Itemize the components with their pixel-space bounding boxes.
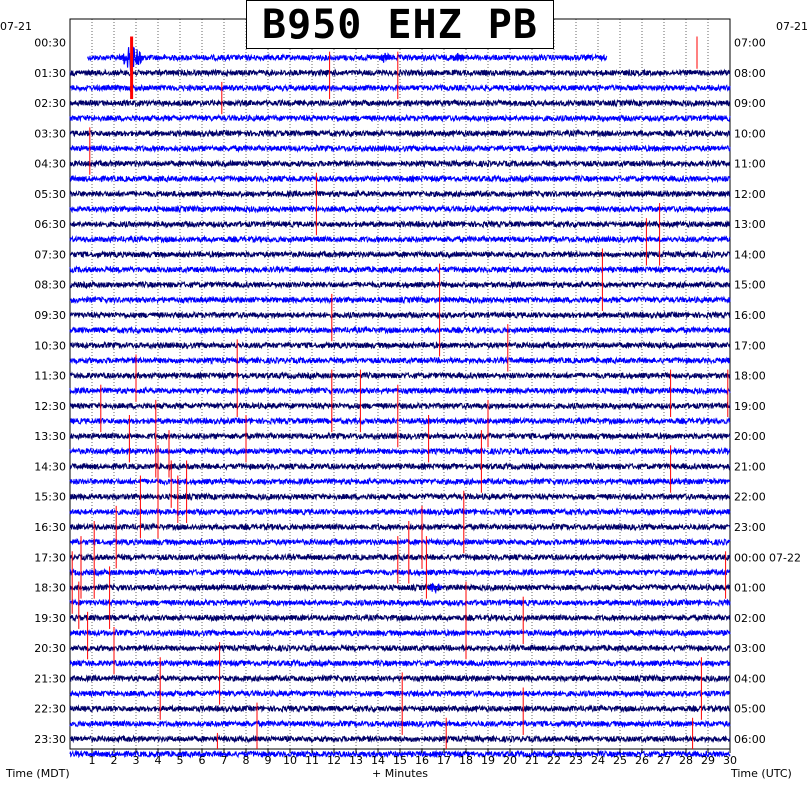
right-time-label: 14:00 <box>734 248 766 262</box>
right-time-label: 01:00 <box>734 581 766 595</box>
x-tick-label: 21 <box>525 754 539 767</box>
x-tick-label: 10 <box>283 754 297 767</box>
x-tick-label: 7 <box>220 754 228 767</box>
right-time-label: 15:00 <box>734 278 766 292</box>
right-time-label: 18:00 <box>734 369 766 383</box>
left-time-label: 02:30 <box>34 97 66 111</box>
right-time-label: 23:00 <box>734 520 766 534</box>
right-time-label: 06:00 <box>734 732 766 746</box>
x-tick-label: 8 <box>242 754 250 767</box>
right-time-label: 04:00 <box>734 672 766 686</box>
right-time-label: 17:00 <box>734 339 766 353</box>
left-time-label: 05:30 <box>34 187 66 201</box>
right-time-label: 08:00 <box>734 66 766 80</box>
x-tick-label: 6 <box>198 754 206 767</box>
x-tick-label: 3 <box>132 754 140 767</box>
left-time-label: 19:30 <box>34 611 66 625</box>
x-axis-title: + Minutes <box>372 767 429 780</box>
right-time-label: 16:00 <box>734 309 766 323</box>
left-time-labels <box>34 37 66 746</box>
x-tick-label: 1 <box>88 754 96 767</box>
right-axis-title: Time (UTC) <box>731 767 792 780</box>
x-tick-label: 4 <box>154 754 162 767</box>
right-time-label: 00:00 <box>734 551 766 565</box>
left-time-label: 18:30 <box>34 581 66 595</box>
right-time-label: 12:00 <box>734 187 766 201</box>
x-tick-label: 29 <box>701 754 715 767</box>
left-time-label: 10:30 <box>34 339 66 353</box>
right-time-label: 10:00 <box>734 127 766 141</box>
left-time-label: 07:30 <box>34 248 66 262</box>
right-time-label: 20:00 <box>734 430 766 444</box>
left-time-label: 09:30 <box>34 309 66 323</box>
left-time-label: 14:30 <box>34 460 66 474</box>
right-time-labels <box>734 37 801 746</box>
right-time-label: 22:00 <box>734 490 766 504</box>
x-tick-label: 9 <box>264 754 272 767</box>
right-time-label: 21:00 <box>734 460 766 474</box>
right-time-label: 05:00 <box>734 702 766 716</box>
left-time-label: 11:30 <box>34 369 66 383</box>
left-time-label: 20:30 <box>34 642 66 656</box>
left-time-label: 12:30 <box>34 399 66 413</box>
x-tick-label: 22 <box>547 754 561 767</box>
x-tick-label: 15 <box>393 754 407 767</box>
chart-title: B950 EHZ PB <box>262 1 538 48</box>
right-time-label: 03:00 <box>734 642 766 656</box>
left-time-label: 17:30 <box>34 551 66 565</box>
x-tick-label: 12 <box>327 754 341 767</box>
x-tick-label: 5 <box>176 754 184 767</box>
x-tick-label: 11 <box>305 754 319 767</box>
left-time-label: 16:30 <box>34 520 66 534</box>
right-time-label: 07:00 <box>734 36 766 50</box>
left-time-label: 06:30 <box>34 218 66 232</box>
left-time-label: 01:30 <box>34 66 66 80</box>
right-time-label: 09:00 <box>734 97 766 111</box>
x-tick-label: 19 <box>481 754 495 767</box>
chart-title-box <box>246 0 554 49</box>
x-tick-label: 14 <box>371 754 385 767</box>
left-time-label: 03:30 <box>34 127 66 141</box>
x-tick-label: 26 <box>635 754 649 767</box>
x-tick-label: 16 <box>415 754 429 767</box>
right-time-label: 11:00 <box>734 157 766 171</box>
x-tick-label: 25 <box>613 754 627 767</box>
x-tick-label: 20 <box>503 754 517 767</box>
plot-frame <box>70 19 730 749</box>
left-time-label: 13:30 <box>34 430 66 444</box>
x-tick-label: 23 <box>569 754 583 767</box>
left-time-label: 23:30 <box>34 732 66 746</box>
left-time-label: 00:30 <box>34 36 66 50</box>
left-date-label: 07-21 <box>0 20 32 33</box>
right-time-label: 13:00 <box>734 218 766 232</box>
right-date-start-label: 07-21 <box>776 20 808 33</box>
left-time-label: 22:30 <box>34 702 66 716</box>
left-time-label: 21:30 <box>34 672 66 686</box>
left-axis-title: Time (MDT) <box>6 767 70 780</box>
x-tick-label: 17 <box>437 754 451 767</box>
left-time-label: 15:30 <box>34 490 66 504</box>
x-tick-label: 30 <box>723 754 737 767</box>
left-time-label: 08:30 <box>34 278 66 292</box>
right-time-label: 02:00 <box>734 611 766 625</box>
x-tick-label: 2 <box>110 754 118 767</box>
right-time-label: 19:00 <box>734 399 766 413</box>
x-tick-label: 27 <box>657 754 671 767</box>
right-date-change-label: 07-22 <box>769 551 801 565</box>
x-tick-label: 24 <box>591 754 605 767</box>
left-time-label: 04:30 <box>34 157 66 171</box>
x-tick-label: 28 <box>679 754 693 767</box>
x-tick-label: 18 <box>459 754 473 767</box>
x-tick-label: 13 <box>349 754 363 767</box>
